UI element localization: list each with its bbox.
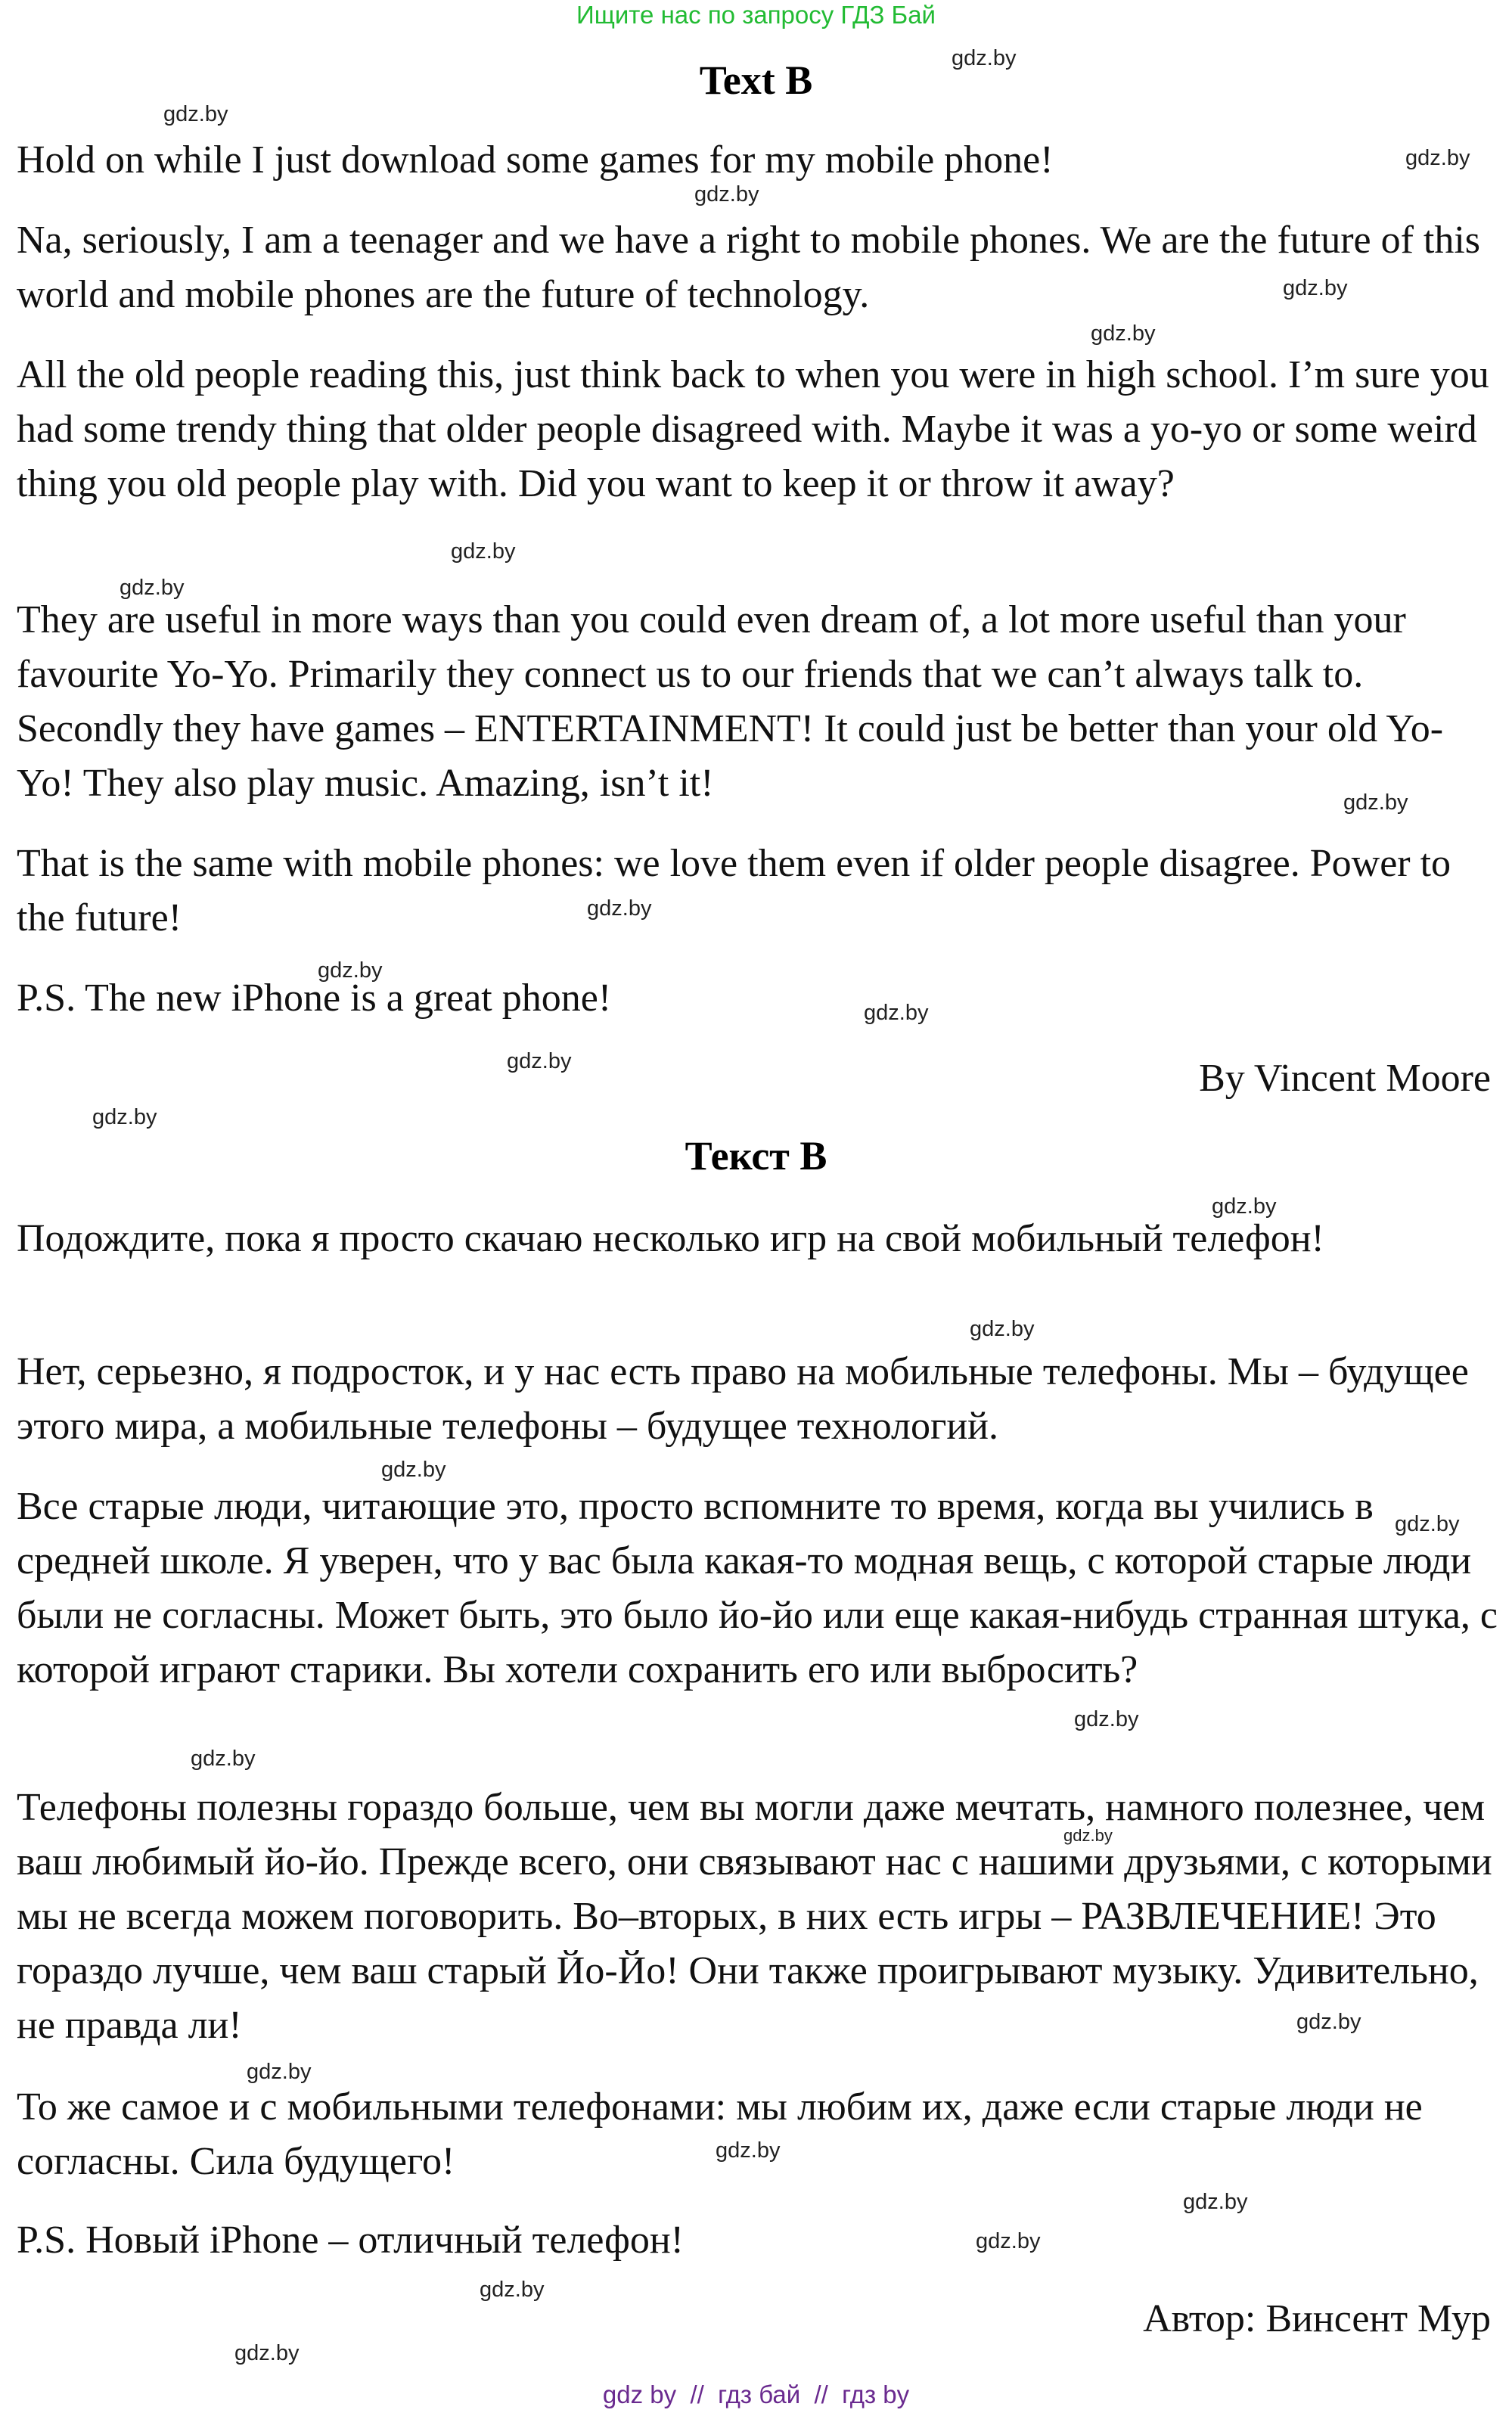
watermark: gdz.by — [952, 46, 1017, 70]
watermark: gdz.by — [507, 1049, 572, 1073]
watermark: gdz.by — [1405, 146, 1470, 170]
watermark: gdz.by — [1395, 1512, 1460, 1536]
watermark: gdz.by — [92, 1105, 157, 1129]
russian-paragraph-6: P.S. Новый iPhone – отличный телефон! — [17, 2219, 684, 2262]
russian-paragraph-1: Подождите, пока я просто скачаю несколько игр на свой мобильный телефон! — [17, 1217, 1324, 1260]
watermark: gdz.by — [970, 1317, 1035, 1341]
english-paragraph-1: Hold on while I just download some games for my mobile phone! — [17, 138, 1054, 182]
footer-links[interactable]: gdz by // гдз бай // гдз by — [602, 2380, 910, 2408]
russian-paragraph-3: Все старые люди, читающие это, просто вспомните то время, когда вы учились в средней школе. Я уверен, что у вас была какая-то модная вещь, с которой старые люди были не согласны. Может быть, это было йо-йо или еще какая-нибудь странная штука, с которой играют старики. Вы хотели сохранить его или выбросить? — [17, 1485, 1498, 1691]
russian-title: Текст B — [685, 1133, 827, 1178]
english-paragraph-3: All the old people reading this, just think back to when you were in high school. I’m sure you had some trendy thing that older people disagreed with. Maybe it was a yo-yo or some weird thing you old people play with. Did you want to keep it or throw it away? — [17, 353, 1489, 505]
watermark: gdz.by — [191, 1747, 256, 1771]
watermark: gdz.by — [163, 102, 228, 126]
english-title: Text B — [699, 57, 813, 103]
watermark: gdz.by — [1343, 790, 1408, 815]
watermark: gdz.by — [247, 2060, 312, 2084]
russian-author: Автор: Винсент Мур — [1143, 2297, 1491, 2340]
watermark: gdz.by — [1074, 1707, 1139, 1731]
watermark: gdz.by — [1296, 2010, 1361, 2034]
search-hint-banner[interactable]: Ищите нас по запросу ГДЗ Бай — [576, 1, 936, 29]
russian-paragraph-5: То же самое и с мобильными телефонами: мы любим их, даже если старые люди не согласны. Сила будущего! — [17, 2085, 1423, 2183]
watermark: gdz.by — [480, 2278, 545, 2302]
russian-paragraph-2: Нет, серьезно, я подросток, и у нас есть право на мобильные телефоны. Мы – будущее этого мира, а мобильные телефоны – будущее технологий. — [17, 1350, 1469, 1448]
english-author: By Vincent Moore — [1199, 1057, 1491, 1100]
watermark: gdz.by — [234, 2341, 300, 2365]
watermark: gdz.by — [1063, 1826, 1113, 1845]
watermark: gdz.by — [451, 539, 516, 564]
watermark: gdz.by — [381, 1458, 446, 1482]
watermark: gdz.by — [120, 576, 185, 600]
watermark: gdz.by — [716, 2138, 781, 2163]
watermark: gdz.by — [1212, 1194, 1277, 1219]
english-paragraph-5: That is the same with mobile phones: we love them even if older people disagree. Power to the future! — [17, 842, 1451, 939]
english-paragraph-2: Na, seriously, I am a teenager and we have a right to mobile phones. We are the future of this world and mobile phones are the future of technology. — [17, 219, 1481, 316]
watermark: gdz.by — [694, 182, 759, 207]
russian-paragraph-4: Телефоны полезны гораздо больше, чем вы могли даже мечтать, намного полезнее, чем ваш любимый йо-йо. Прежде всего, они связывают нас с нашими друзьями, с которыми мы не всегда можем поговорить. Во–вторых, в них есть игры – РАЗВЛЕЧЕНИЕ! Это гораздо лучше, чем ваш старый Йо-Йо! Они также проигрывают музыку. Удивительно, не правда ли! — [17, 1786, 1492, 2047]
english-paragraph-4: They are useful in more ways than you could even dream of, a lot more useful than your favourite Yo-Yo. Primarily they connect us to our friends that we can’t always talk to. Secondly they have games – ENTERTAINMENT! It could just be better than your old Yo-Yo! They also play music. Amazing, isn’t it! — [17, 598, 1444, 805]
watermark: gdz.by — [1091, 321, 1156, 346]
watermark: gdz.by — [587, 896, 652, 921]
english-paragraph-6: P.S. The new iPhone is a great phone! — [17, 977, 612, 1020]
watermark: gdz.by — [1283, 276, 1348, 300]
watermark: gdz.by — [864, 1001, 929, 1025]
watermark: gdz.by — [318, 958, 383, 983]
watermark: gdz.by — [1183, 2190, 1248, 2214]
watermark: gdz.by — [976, 2229, 1041, 2253]
